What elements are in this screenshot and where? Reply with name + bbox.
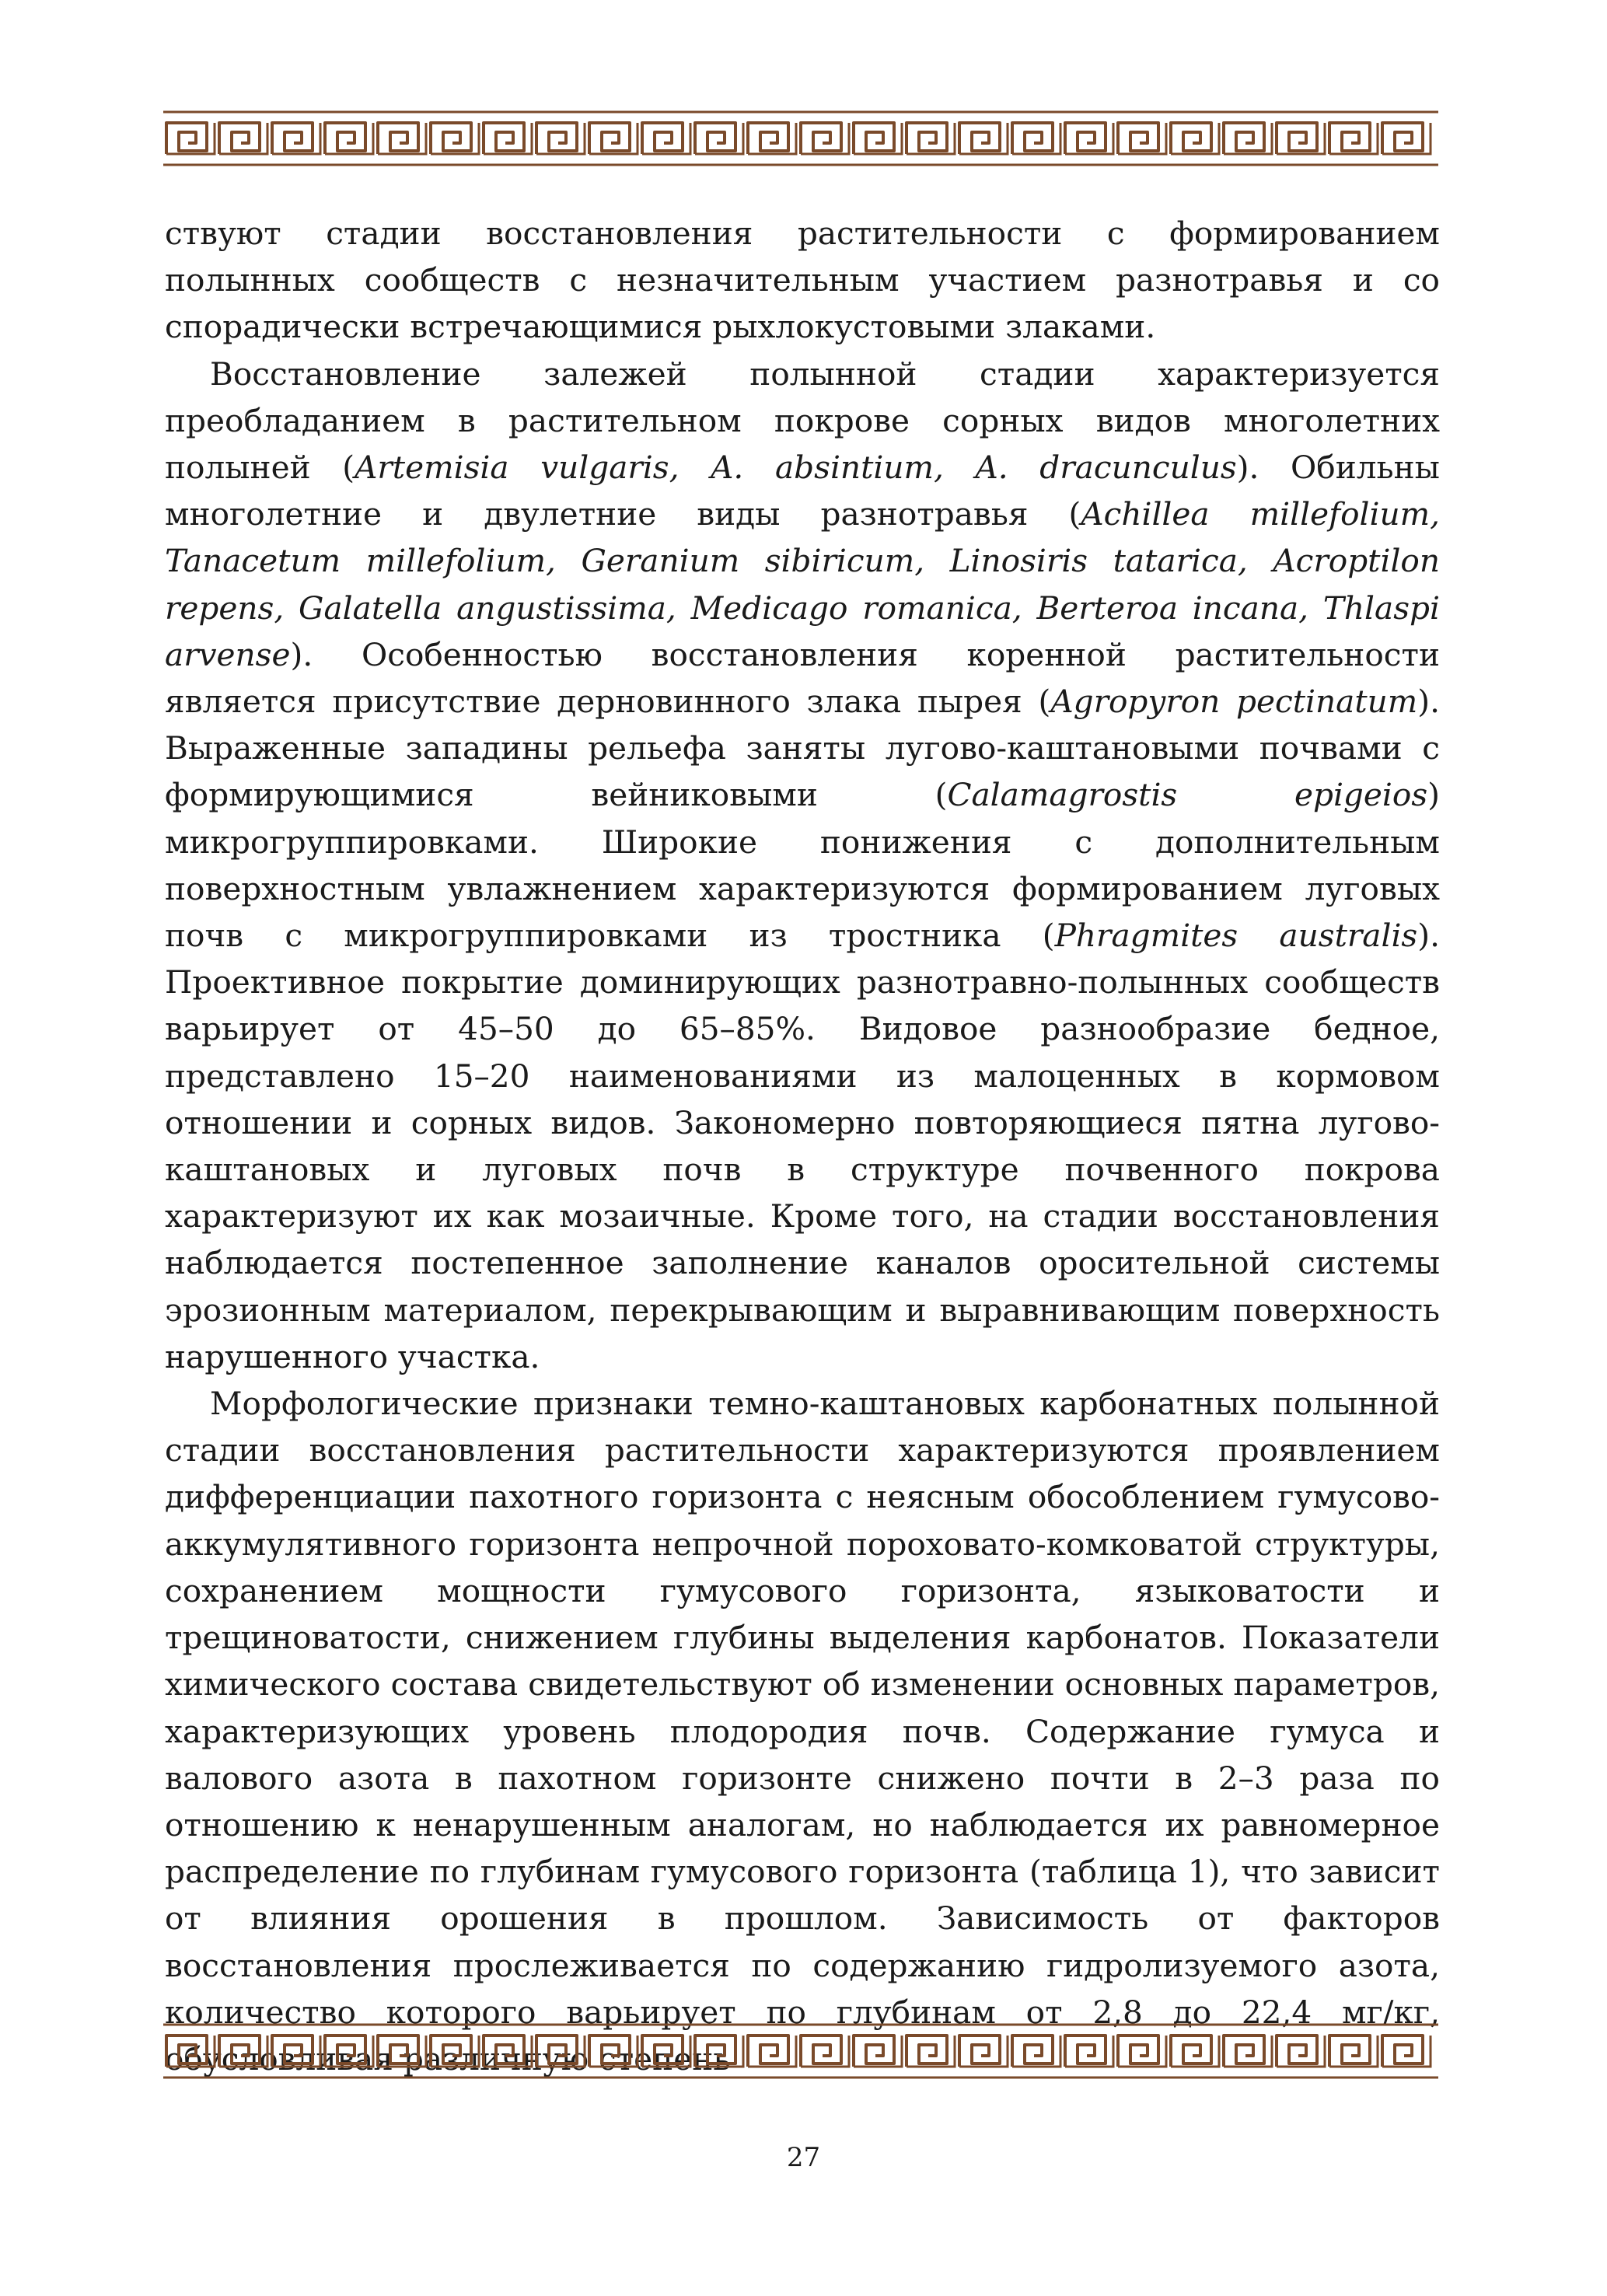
species-list-forbs: Achillea millefolium, Tanacetum millefolium, Geranium sibiricum, Linosiris tatarica, Acroptilon repens, Galatella angustissima, Medicago romanica, Berteroa incana, Thlaspi arvense [165, 495, 1440, 673]
meander-motif [907, 123, 947, 154]
meander-motif [1329, 123, 1370, 154]
meander-motif [1012, 123, 1053, 154]
meander-motif [1065, 123, 1106, 154]
meander-motif [1224, 2036, 1264, 2067]
meander-motif [642, 123, 683, 154]
meander-motif [1224, 123, 1264, 154]
meander-motif [378, 2036, 418, 2067]
meander-motif [959, 2036, 1000, 2067]
meander-motif [1118, 123, 1158, 154]
meander-motif [695, 123, 735, 154]
meander-motif [484, 2036, 524, 2067]
meander-motif [907, 2036, 947, 2067]
top-meander-border [163, 107, 1438, 169]
meander-motif [272, 2036, 313, 2067]
meander-motif [484, 123, 524, 154]
meander-motif [325, 123, 365, 154]
bottom-meander-border [163, 2020, 1438, 2082]
meander-motif [272, 123, 313, 154]
body-text [165, 210, 1440, 2082]
meander-motif [1329, 2036, 1370, 2067]
meander-motif [536, 2036, 577, 2067]
meander-motif [1118, 2036, 1158, 2067]
meander-motif [589, 2036, 630, 2067]
paragraph-3: Морфологические признаки темно-каштановых карбонатных полынной стадии восстановления растительности характеризуются проявлением дифференциации пахотного горизонта с неясным обособлением гумусово-аккумулятивного горизонта непрочной пороховато-комковатой структуры, сохранением мощности гумусового горизонта, языковатости и трещиноватости, снижением глубины выделения карбонатов. Показатели химического состава свидетельствуют об изменении основных параметров, характеризующих уровень плодородия почв. Содержание гумуса и валового азота в пахотном горизонте снижено почти в 2–3 раза по отношению к ненарушенным аналогам, но наблюдается их равномерное распределение по глубинам гумусового горизонта (таблица 1), что зависит от влияния орошения в прошлом. Зависимость от факторов восстановления прослеживается по содержанию гидролизуемого азота, количество которого варьирует по глубинам от 2,8 до 22,4 мг/кг, обусловливая различную степень [165, 1385, 1440, 2078]
meander-motif [431, 123, 471, 154]
meander-motif [642, 2036, 683, 2067]
meander-motif [1277, 123, 1317, 154]
meander-motif [1382, 2036, 1423, 2067]
meander-motif [1277, 2036, 1317, 2067]
meander-motif [801, 2036, 841, 2067]
meander-motif [325, 2036, 365, 2067]
meander-motif [854, 2036, 894, 2067]
species-calamagrostis: Calamagrostis epigeios [947, 776, 1428, 814]
paragraph-1: ствуют стадии восстановления растительности с формированием полынных сообществ с незначительным участием разнотравья и со спорадически встречающимися рыхлокустовыми злаками. [165, 215, 1440, 346]
meander-motif [1171, 123, 1211, 154]
meander-motif [854, 123, 894, 154]
meander-motif [1171, 2036, 1211, 2067]
meander-motif [589, 123, 630, 154]
meander-motif [536, 123, 577, 154]
meander-motif [1012, 2036, 1053, 2067]
meander-motif [219, 2036, 260, 2067]
meander-motif [219, 123, 260, 154]
meander-motif [166, 123, 207, 154]
meander-motif [695, 2036, 735, 2067]
species-agropyron: Agropyron pectinatum [1050, 683, 1418, 721]
meander-motif [378, 123, 418, 154]
meander-motif [1065, 2036, 1106, 2067]
species-phragmites: Phragmites australis [1054, 917, 1418, 955]
page-number: 27 [786, 2142, 821, 2173]
meander-motif [1382, 123, 1423, 154]
paragraph-2: Восстановление залежей полынной стадии характеризуется преобладанием в растительном покрове сорных видов многолетних полыней (Artemisia vulgaris, A. absintium, A. dracunculus). Обильны многолетние и двулетние виды разнотравья (Achillea millefolium, Tanacetum millefolium, Geranium sibiricum, Linosiris tatarica, Acroptilon repens, Galatella angustissima, Medicago romanica, Berteroa incana, Thlaspi arvense). Особенностью восстановления коренной растительности является присутствие дерновинного злака пырея (Agropyron pectinatum). Выраженные западины рельефа заняты лугово-каштановыми почвами с формирующимися вейниковыми (Calamagrostis epigeios) микрогруппировками. Широкие понижения с дополнительным поверхностным увлажнением характеризуются формированием луговых почв с микрогруппировками из тростника (Phragmites australis). Проективное покрытие доминирующих разнотравно-полынных сообществ варьирует от 45–50 до 65–85%. Видовое разнообразие бедное, представлено 15–20 наименованиями из малоценных в кормовом отношении и сорных видов. Закономерно повторяющиеся пятна лугово-каштановых и луговых почв в структуре почвенного покрова характеризуют их как мозаичные. Кроме того, на стадии восстановления наблюдается постепенное заполнение каналов оросительной системы эрозионным материалом, перекрывающим и выравнивающим поверхность нарушенного участка. [165, 355, 1440, 1375]
meander-motif [801, 123, 841, 154]
meander-motif [748, 123, 788, 154]
meander-motif [959, 123, 1000, 154]
meander-motif [748, 2036, 788, 2067]
meander-motif [431, 2036, 471, 2067]
species-list-wormwood: Artemisia vulgaris, A. absintium, A. dracunculus [355, 449, 1237, 487]
meander-motif [166, 2036, 207, 2067]
